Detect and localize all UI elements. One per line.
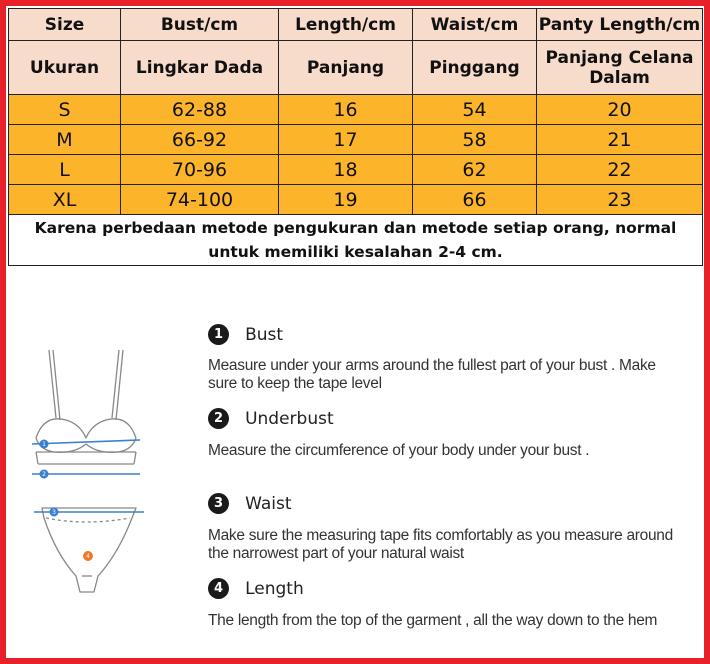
header-pinggang: Pinggang <box>413 41 537 95</box>
step-number-3: 3 <box>208 493 229 514</box>
cell-bust: 66-92 <box>121 125 279 155</box>
cell-panty-length: 23 <box>537 185 703 215</box>
step-desc-bust: Measure under your arms around the fullest part of your bust . Make sure to keep the tape level <box>208 357 656 392</box>
header-row-english <box>9 9 703 41</box>
cell-bust: 62-88 <box>121 95 279 125</box>
cell-length: 16 <box>279 95 413 125</box>
garment-sketch-illustration <box>24 340 154 630</box>
cell-length: 18 <box>279 155 413 185</box>
cell-size: S <box>9 95 121 125</box>
cell-length: 17 <box>279 125 413 155</box>
step-title-bust: Bust <box>245 324 284 345</box>
step-title-waist: Waist <box>245 493 292 514</box>
step-desc-length: The length from the top of the garment , all the way down to the hem <box>208 612 658 629</box>
table-row <box>9 95 703 125</box>
size-chart-table <box>8 8 703 266</box>
marker-1: 1 <box>42 441 46 448</box>
measurement-guide <box>14 300 696 650</box>
cell-size: L <box>9 155 121 185</box>
header-waist: Waist/cm <box>413 9 537 41</box>
step-waist <box>208 493 291 514</box>
header-bust: Bust/cm <box>121 9 279 41</box>
step-underbust <box>208 408 334 429</box>
step-number-4: 4 <box>208 578 229 599</box>
step-desc-waist: Make sure the measuring tape fits comfortably as you measure around the narrowest part of your natural waist <box>208 527 673 562</box>
cell-size: M <box>9 125 121 155</box>
table-row <box>9 125 703 155</box>
cell-length: 19 <box>279 185 413 215</box>
header-panty-length: Panty Length/cm <box>537 9 703 41</box>
step-bust <box>208 324 283 345</box>
header-panjang-celana-dalam: Panjang Celana Dalam <box>537 41 703 95</box>
step-number-2: 2 <box>208 408 229 429</box>
step-title-underbust: Underbust <box>245 408 334 429</box>
header-size: Size <box>9 9 121 41</box>
cell-panty-length: 20 <box>537 95 703 125</box>
marker-2: 2 <box>42 471 46 478</box>
cell-bust: 74-100 <box>121 185 279 215</box>
cell-waist: 54 <box>413 95 537 125</box>
cell-waist: 58 <box>413 125 537 155</box>
table-row <box>9 185 703 215</box>
cell-panty-length: 22 <box>537 155 703 185</box>
table-row <box>9 155 703 185</box>
header-length: Length/cm <box>279 9 413 41</box>
cell-size: XL <box>9 185 121 215</box>
step-title-length: Length <box>245 578 304 599</box>
measurement-note: Karena perbedaan metode pengukuran dan metode setiap orang, normal untuk memiliki kesalahan 2-4 cm. <box>9 215 703 266</box>
marker-4: 4 <box>86 553 90 560</box>
note-row <box>9 215 703 266</box>
marker-3: 3 <box>52 509 56 516</box>
cell-waist: 62 <box>413 155 537 185</box>
cell-waist: 66 <box>413 185 537 215</box>
step-desc-underbust: Measure the circumference of your body under your bust . <box>208 442 590 459</box>
cell-bust: 70-96 <box>121 155 279 185</box>
step-number-1: 1 <box>208 324 229 345</box>
cell-panty-length: 21 <box>537 125 703 155</box>
header-lingkar-dada: Lingkar Dada <box>121 41 279 95</box>
step-length <box>208 578 304 599</box>
header-ukuran: Ukuran <box>9 41 121 95</box>
header-row-indonesian <box>9 41 703 95</box>
header-panjang: Panjang <box>279 41 413 95</box>
